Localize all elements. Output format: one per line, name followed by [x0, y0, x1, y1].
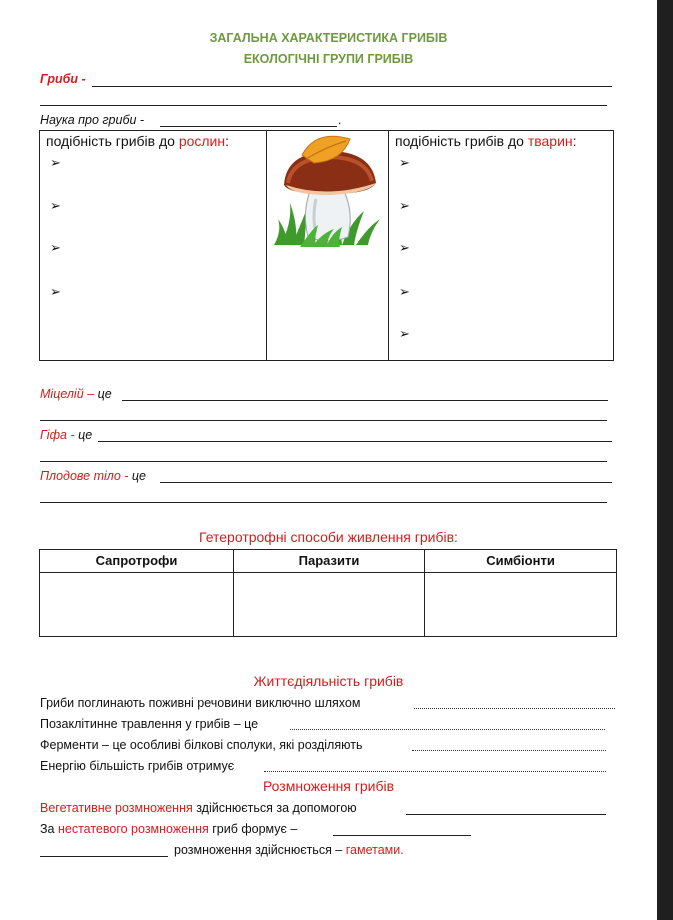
plants-bullet-3: ➢: [50, 240, 61, 255]
repro-line-3: [174, 843, 404, 857]
science-label: Наука про гриби -: [40, 113, 145, 127]
hypha-label: Гіфа -: [40, 428, 75, 442]
repro-answer-1[interactable]: [406, 814, 606, 815]
cell-saprotrophs[interactable]: [40, 573, 233, 636]
life-line-3: Ферменти – це особливі білкові сполуки, які розділяють: [40, 738, 363, 752]
science-dot: .: [338, 113, 342, 127]
repro-answer-3[interactable]: [40, 856, 168, 857]
plants-bullet-2: ➢: [50, 198, 61, 213]
animals-header-text: подібність грибів до: [395, 133, 524, 149]
hypha-is: це: [78, 428, 93, 442]
mycelium-label: Міцелій –: [40, 387, 95, 401]
cell-parasites[interactable]: [234, 573, 424, 636]
life-line-2: Позаклітинне травлення у грибів – це: [40, 717, 259, 731]
header-saprotrophs: Сапротрофи: [95, 553, 178, 568]
plants-bullet-1: ➢: [50, 155, 61, 170]
title-main: ЗАГАЛЬНА ХАРАКТЕРИСТИКА ГРИБІВ: [209, 31, 448, 45]
plants-header-colon: :: [225, 133, 229, 149]
mycelium-answer-line-2[interactable]: [40, 420, 607, 421]
repro-line-1: [40, 801, 357, 815]
repro-line-1-text: здійснюється за допомогою: [192, 801, 357, 815]
repro-line-2-text: гриб формує –: [208, 822, 298, 836]
fungi-label: Гриби -: [40, 72, 86, 86]
mycelium-answer-line[interactable]: [122, 400, 608, 401]
mycelium-is: це: [97, 387, 112, 401]
title-sub: ЕКОЛОГІЧНІ ГРУПИ ГРИБІВ: [243, 52, 414, 66]
table-divider-right: [388, 130, 389, 361]
fruitbody-row: [40, 469, 146, 483]
animals-bullet-1: ➢: [399, 155, 410, 170]
animals-bullet-2: ➢: [399, 198, 410, 213]
animals-header-word: тварин: [527, 133, 573, 149]
hypha-answer-line-2[interactable]: [40, 461, 607, 462]
cell-symbionts[interactable]: [425, 573, 616, 636]
fruitbody-answer-line-2[interactable]: [40, 502, 607, 503]
fruitbody-label: Плодове тіло -: [40, 469, 129, 483]
animals-header-colon: :: [572, 133, 577, 149]
life-answer-1[interactable]: [414, 708, 615, 709]
header-symbionts: Симбіонти: [486, 553, 555, 568]
animals-bullet-5: ➢: [399, 326, 410, 341]
vegetative-term: Вегетативне розмноження: [40, 801, 193, 815]
table-divider-left: [266, 130, 267, 361]
science-answer-line[interactable]: [160, 126, 337, 127]
repro-line-2-prefix: За: [40, 822, 58, 836]
fruitbody-answer-line[interactable]: [160, 482, 612, 483]
mushroom-illustration: [272, 133, 384, 251]
life-line-4: Енергію більшість грибів отримує: [40, 759, 235, 773]
plants-header: [46, 133, 229, 149]
repro-line-3-text: розмноження здійснюється –: [174, 843, 343, 857]
asexual-term: нестатевого розмноження: [57, 822, 209, 836]
plants-header-text: подібність грибів до: [46, 133, 175, 149]
header-parasites: Паразити: [298, 553, 360, 568]
mycelium-row: [40, 387, 112, 401]
life-answer-3[interactable]: [412, 750, 606, 751]
nutrition-title: Гетеротрофні способи живлення грибів:: [199, 529, 458, 545]
hypha-answer-line[interactable]: [98, 441, 612, 442]
life-answer-4[interactable]: [264, 771, 606, 772]
hypha-row: [40, 428, 92, 442]
window-edge: [657, 0, 673, 920]
gametes-term: гаметами.: [345, 843, 404, 857]
repro-answer-2[interactable]: [333, 835, 471, 836]
life-title: Життєдіяльність грибів: [253, 673, 404, 689]
life-line-1: Гриби поглинають поживні речовини виключно шляхом: [40, 696, 361, 710]
animals-bullet-3: ➢: [399, 240, 410, 255]
repro-line-2: [40, 822, 297, 836]
plants-bullet-4: ➢: [50, 284, 61, 299]
fungi-answer-line[interactable]: [92, 86, 612, 87]
fungi-answer-line-2[interactable]: [40, 105, 607, 106]
fruitbody-is: це: [131, 469, 147, 483]
animals-header: [395, 133, 577, 149]
life-answer-2[interactable]: [290, 729, 605, 730]
science-label-text: [40, 113, 144, 127]
repro-title: Розмноження грибів: [262, 778, 395, 794]
plants-header-word: рослин: [178, 133, 226, 149]
animals-bullet-4: ➢: [399, 284, 410, 299]
